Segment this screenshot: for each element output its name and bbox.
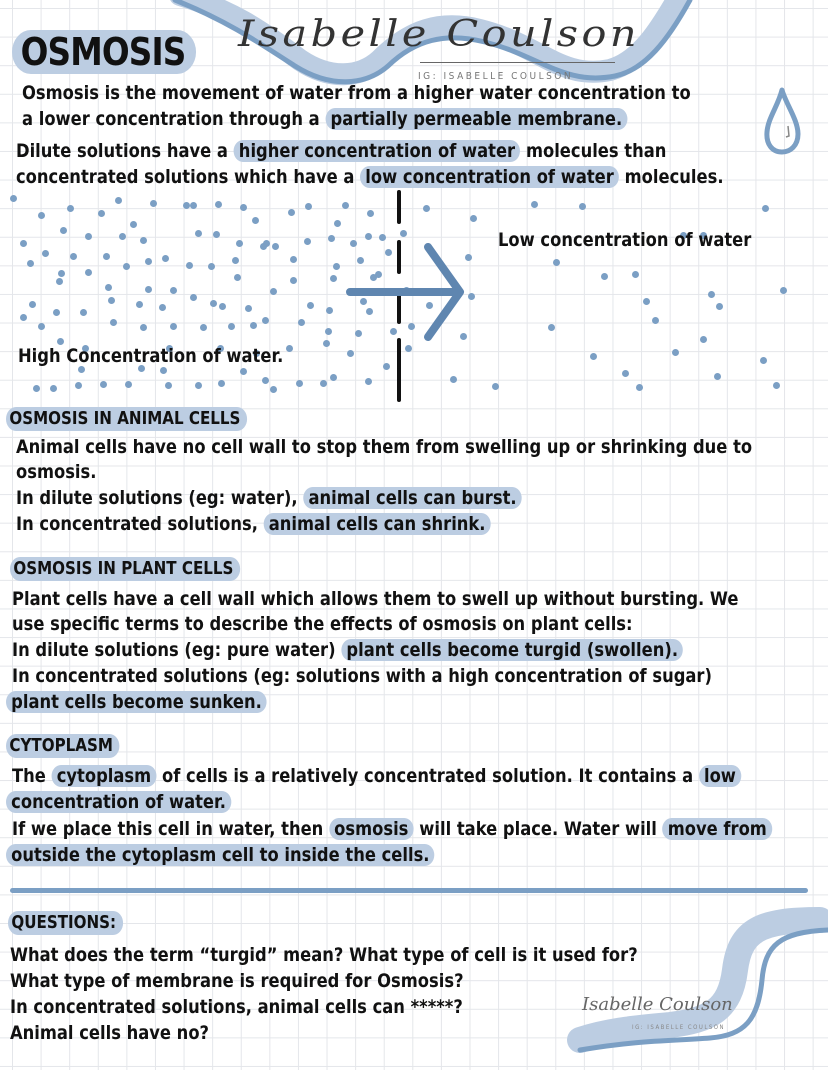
intro-text: a lower concentration through a <box>22 108 326 130</box>
highlight-move-from: move from <box>663 818 772 840</box>
animal-line-4 <box>16 512 491 537</box>
heading-questions: QUESTIONS: <box>8 911 123 935</box>
cytoplasm-line-3 <box>12 817 772 842</box>
plant-line-3 <box>12 638 683 663</box>
highlight-cytoplasm: cytoplasm <box>52 765 157 787</box>
intro-line-4 <box>16 165 724 190</box>
highlight-low: low <box>699 765 741 787</box>
highlight-sunken: plant cells become sunken. <box>6 691 267 713</box>
highlight-shrink: animal cells can shrink. <box>264 513 491 535</box>
intro-line-1: Osmosis is the movement of water from a higher water concentration to <box>22 82 691 104</box>
footer-signature: Isabelle Coulson <box>582 994 733 1015</box>
animal-line-2: osmosis. <box>16 461 97 483</box>
heading-animal-cells: OSMOSIS IN ANIMAL CELLS <box>6 407 247 431</box>
author-signature: Isabelle Coulson <box>238 14 640 55</box>
label-low-concentration: Low concentration of water <box>498 229 752 251</box>
highlight-higher-concentration: higher concentration of water <box>234 140 521 162</box>
bottom-wave-decoration <box>560 900 828 1070</box>
highlight-osmosis: osmosis <box>329 818 414 840</box>
plant-line-1: Plant cells have a cell wall which allows them to swell up without bursting. We <box>12 588 739 610</box>
cytoplasm-line-4 <box>6 843 435 868</box>
question-2: What type of membrane is required for Osmosis? <box>10 970 464 992</box>
animal-text: In concentrated solutions, <box>16 513 264 535</box>
question-3: In concentrated solutions, animal cells can *****? <box>10 996 463 1018</box>
osmosis-diagram <box>0 190 828 405</box>
cytoplasm-text: of cells is a relatively concentrated solution. It contains a <box>156 765 699 787</box>
animal-line-1: Animal cells have no cell wall to stop them from swelling up or shrinking due to <box>16 436 753 458</box>
section-divider <box>10 888 808 893</box>
intro-text: Dilute solutions have a <box>16 140 234 162</box>
question-4: Animal cells have no? <box>10 1022 210 1044</box>
cytoplasm-line-2 <box>6 790 231 815</box>
highlight-partially-permeable: partially permeable membrane. <box>325 108 627 130</box>
intro-line-3 <box>16 139 666 164</box>
signature-underline <box>420 62 615 63</box>
animal-text: In dilute solutions (eg: water), <box>16 487 304 509</box>
intro-text: molecules than <box>520 140 667 162</box>
plant-line-5 <box>6 690 267 715</box>
highlight-concentration-water: concentration of water. <box>6 791 231 813</box>
label-high-concentration: High Concentration of water. <box>18 345 284 367</box>
heading-cytoplasm: CYTOPLASM <box>6 734 120 758</box>
highlight-low-concentration: low concentration of water <box>360 166 619 188</box>
arrow-right-icon <box>340 242 470 348</box>
membrane-dash <box>397 368 401 402</box>
instagram-handle: IG: ISABELLE COULSON <box>418 71 574 82</box>
heading-plant-cells: OSMOSIS IN PLANT CELLS <box>10 557 240 581</box>
cytoplasm-text: will take place. Water will <box>413 818 663 840</box>
cytoplasm-line-1 <box>12 764 741 789</box>
question-1: What does the term “turgid” mean? What type of cell is it used for? <box>10 944 638 966</box>
intro-text: concentrated solutions which have a <box>16 166 361 188</box>
intro-line-2 <box>22 107 627 132</box>
page-title: OSMOSIS <box>12 30 196 74</box>
water-drop-icon <box>762 84 806 156</box>
highlight-turgid: plant cells become turgid (swollen). <box>341 639 683 661</box>
highlight-outside-inside: outside the cytoplasm cell to inside the cells. <box>6 844 435 866</box>
plant-line-2: use specific terms to describe the effects of osmosis on plant cells: <box>12 613 633 635</box>
cytoplasm-text: If we place this cell in water, then <box>12 818 329 840</box>
membrane-dashed-line <box>397 190 401 224</box>
intro-text: molecules. <box>618 166 724 188</box>
plant-text: In dilute solutions (eg: pure water) <box>12 639 342 661</box>
highlight-burst: animal cells can burst. <box>303 487 521 509</box>
footer-instagram: IG: ISABELLE COULSON <box>632 1024 726 1031</box>
cytoplasm-text: The <box>12 765 52 787</box>
animal-line-3 <box>16 486 522 511</box>
plant-line-4: In concentrated solutions (eg: solutions with a high concentration of sugar) <box>12 665 712 687</box>
